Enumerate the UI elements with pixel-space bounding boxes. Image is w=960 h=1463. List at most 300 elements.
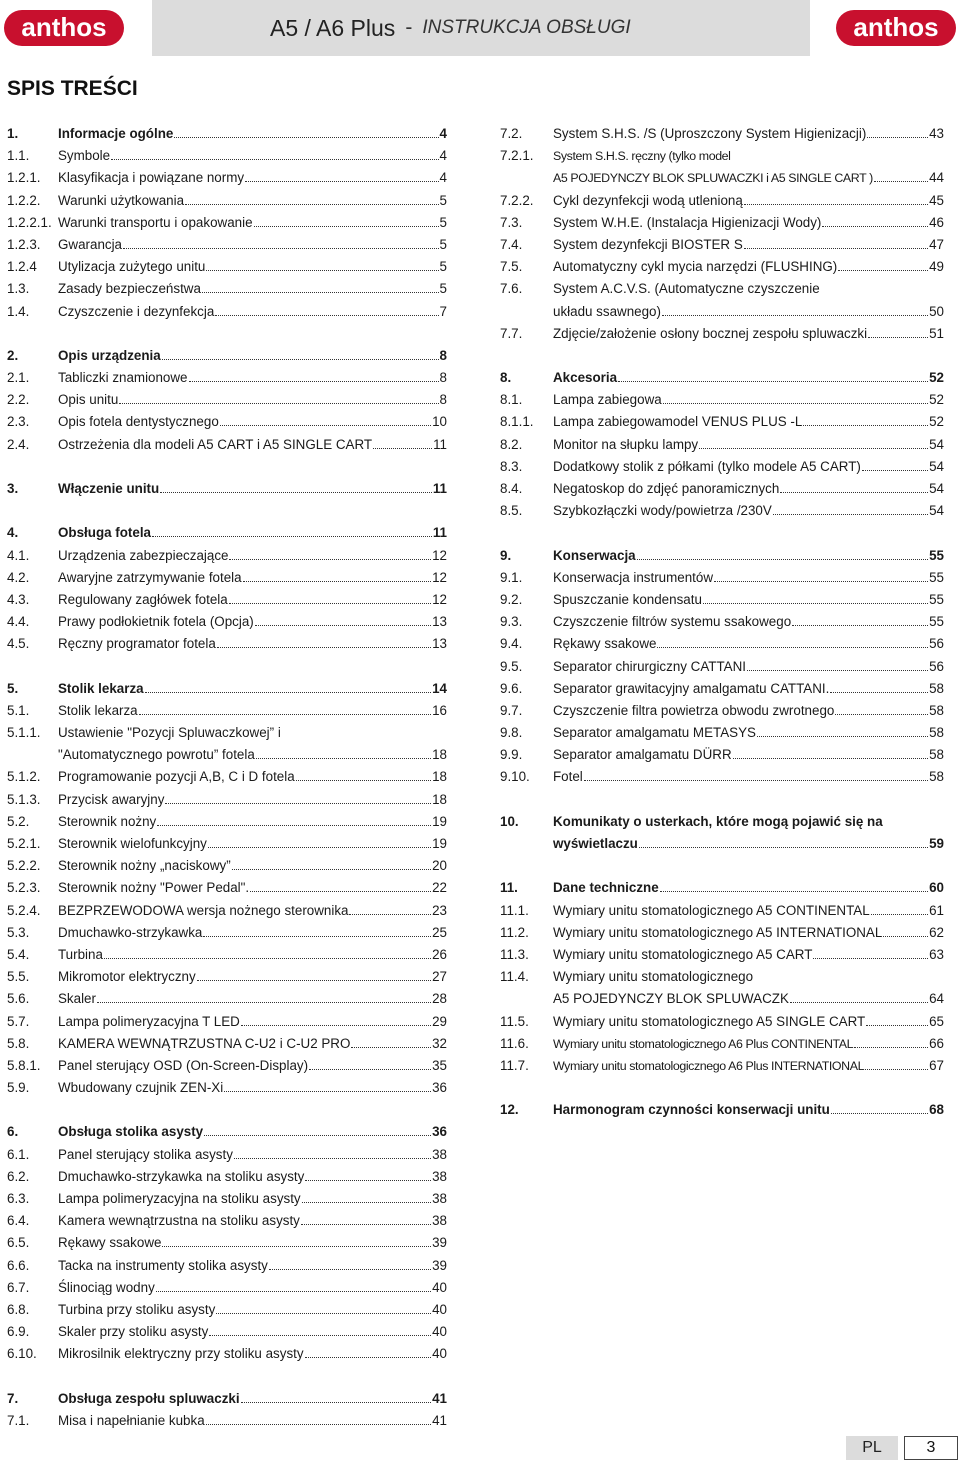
toc-entry[interactable] <box>7 877 447 899</box>
toc-leader-dots <box>637 559 928 560</box>
toc-entry-title: Wymiary unitu stomatologicznego A5 CART <box>553 946 813 962</box>
toc-entry[interactable] <box>7 256 447 278</box>
toc-entry[interactable] <box>500 212 944 234</box>
toc-entry[interactable] <box>500 1033 944 1055</box>
toc-entry-page: 54 <box>929 481 944 496</box>
toc-entry-title: Separator amalgamatu DÜRR <box>553 747 732 763</box>
svg-text:anthos: anthos <box>853 12 939 42</box>
toc-leader-dots <box>733 758 928 759</box>
toc-entry-page: 41 <box>432 1412 447 1428</box>
toc-entry-page: 54 <box>929 503 944 519</box>
toc-entry[interactable] <box>7 1410 447 1432</box>
toc-entry[interactable] <box>500 589 944 611</box>
toc-entry[interactable] <box>7 811 447 833</box>
page-number: 3 <box>904 1436 958 1460</box>
toc-entry[interactable] <box>500 278 944 300</box>
toc-entry-title: Mikromotor elektryczny <box>58 969 196 985</box>
toc-leader-dots <box>296 780 431 781</box>
toc-entry[interactable] <box>500 744 944 766</box>
toc-entry-number: 7.5. <box>500 259 523 275</box>
toc-entry-title: Wymiary unitu stomatologicznego A6 Plus CONTINENTAL <box>553 1036 854 1051</box>
toc-entry-title: Komunikaty o usterkach, które mogą pojawić się na <box>553 813 883 829</box>
toc-entry[interactable] <box>500 633 944 655</box>
toc-entry-title: Dodatkowy stolik z półkami (tylko modele A5 CART) <box>553 458 861 474</box>
toc-entry[interactable] <box>500 500 944 522</box>
toc-leader-dots <box>208 847 431 848</box>
toc-entry-page: 51 <box>929 325 944 341</box>
page-title: SPIS TREŚCI <box>7 77 138 100</box>
toc-spacer <box>7 656 447 678</box>
toc-entry-page: 58 <box>929 680 944 696</box>
toc-entry[interactable] <box>7 434 447 456</box>
toc-entry-number: 5.1.2. <box>7 769 41 785</box>
toc-entry[interactable] <box>500 700 944 722</box>
toc-entry-page: 55 <box>929 591 944 607</box>
toc-entry-title: Panel sterujący stolika asysty <box>58 1146 233 1162</box>
toc-leader-dots <box>618 381 928 382</box>
toc-entry-number: 5.8.1. <box>7 1057 41 1073</box>
toc-entry-number: 5.2. <box>7 813 30 829</box>
toc-entry-number: 5.9. <box>7 1080 30 1096</box>
toc-entry-title: Regulowany zagłówek fotela <box>58 591 228 607</box>
anthos-logo-right <box>834 8 958 48</box>
toc-entry-number: 6.9. <box>7 1324 30 1340</box>
toc-entry-page: 5 <box>439 192 447 208</box>
toc-leader-dots <box>866 1025 928 1026</box>
toc-entry-page: 68 <box>929 1102 944 1118</box>
toc-entry-title: Cykl dezynfekcji wodą utlenioną <box>553 192 743 208</box>
toc-entry[interactable] <box>500 811 944 833</box>
toc-entry[interactable] <box>500 944 944 966</box>
toc-entry-number: 2. <box>7 347 19 363</box>
toc-entry-page: 59 <box>929 836 944 851</box>
toc-leader-dots <box>830 692 928 693</box>
toc-entry-page: 44 <box>929 170 944 186</box>
toc-entry[interactable] <box>500 411 944 433</box>
toc-entry-title: Turbina przy stoliku asysty <box>58 1301 216 1317</box>
toc-entry-number: 8.2. <box>500 436 523 452</box>
toc-entry-page: 52 <box>929 414 944 430</box>
toc-entry-number: 4.1. <box>7 547 30 563</box>
toc-entry-page: 16 <box>432 702 447 718</box>
toc-entry-title: Turbina <box>58 946 103 962</box>
svg-text:anthos: anthos <box>21 12 107 42</box>
toc-leader-dots <box>790 1002 928 1003</box>
toc-leader-dots <box>780 492 928 493</box>
toc-entry[interactable] <box>7 145 447 167</box>
toc-entry[interactable] <box>7 700 447 722</box>
toc-leader-dots <box>123 248 439 249</box>
toc-entry-number: 7.1. <box>7 1412 30 1428</box>
toc-entry[interactable] <box>7 345 447 367</box>
toc-entry[interactable] <box>500 656 944 678</box>
document-model: A5 / A6 Plus <box>270 14 396 41</box>
toc-entry-number: 5.1. <box>7 702 30 718</box>
toc-entry[interactable] <box>7 167 447 189</box>
toc-entry-number: 6.4. <box>7 1213 30 1229</box>
toc-entry[interactable] <box>500 567 944 589</box>
toc-entry[interactable] <box>7 411 447 433</box>
toc-entry[interactable] <box>500 367 944 389</box>
toc-entry-page: 64 <box>929 991 944 1007</box>
toc-entry-page: 67 <box>929 1057 944 1073</box>
toc-entry-title: Wymiary unitu stomatologicznego A6 Plus INTERNATIONAL <box>553 1058 865 1073</box>
toc-entry-number: 1.2.2.1. <box>7 214 52 230</box>
toc-leader-dots <box>862 470 928 471</box>
toc-entry-page: 20 <box>432 858 447 874</box>
toc-entry-number: 6.6. <box>7 1257 30 1273</box>
toc-entry-page: 28 <box>432 991 447 1007</box>
toc-entry[interactable] <box>7 567 447 589</box>
toc-entry-number: 9.2. <box>500 591 523 607</box>
toc-entry[interactable] <box>7 1321 447 1343</box>
toc-entry-title: Obsługa stolika asysty <box>58 1124 204 1140</box>
toc-leader-dots <box>305 1180 431 1181</box>
toc-entry[interactable] <box>500 145 944 167</box>
toc-entry-page: 46 <box>929 214 944 230</box>
toc-entry-number: 4.4. <box>7 614 30 630</box>
toc-entry-page: 19 <box>432 836 447 851</box>
toc-entry[interactable] <box>7 1121 447 1143</box>
toc-entry-title: A5 POJEDYNCZY BLOK SPLUWACZK <box>553 991 789 1007</box>
toc-entry-page: 5 <box>439 214 447 230</box>
toc-right-column <box>500 123 944 1121</box>
toc-entry[interactable] <box>500 301 944 323</box>
toc-entry-number: 6.1. <box>7 1146 30 1162</box>
toc-leader-dots <box>822 226 928 227</box>
toc-entry-title: Skaler przy stoliku asysty <box>58 1324 209 1340</box>
toc-entry-title: Ustawienie "Pozycji Spluwaczkowej” i <box>58 725 281 741</box>
toc-entry-title: Włączenie unitu <box>58 481 160 496</box>
toc-spacer <box>7 500 447 522</box>
toc-entry[interactable] <box>500 611 944 633</box>
toc-entry-number: 7.6. <box>500 281 523 297</box>
toc-entry-number: 8.5. <box>500 503 523 519</box>
toc-entry-page: 52 <box>929 370 944 386</box>
toc-entry-number: 6.7. <box>7 1279 30 1295</box>
toc-entry[interactable] <box>7 611 447 633</box>
toc-entry-page: 58 <box>929 769 944 785</box>
toc-leader-dots <box>835 714 928 715</box>
toc-spacer <box>500 1077 944 1099</box>
toc-entry[interactable] <box>7 1255 447 1277</box>
toc-entry-title: Czyszczenie filtra powietrza obwodu zwrotnego <box>553 702 835 718</box>
toc-entry[interactable] <box>7 1011 447 1033</box>
toc-entry-number: 5.7. <box>7 1013 30 1029</box>
toc-entry[interactable] <box>7 589 447 611</box>
toc-entry[interactable] <box>7 478 447 500</box>
toc-entry-page: 4 <box>439 126 447 141</box>
toc-spacer <box>7 1366 447 1388</box>
toc-entry-number: 6.2. <box>7 1168 30 1184</box>
toc-entry-page: 38 <box>432 1191 447 1206</box>
toc-entry[interactable] <box>500 434 944 456</box>
toc-entry[interactable] <box>500 988 944 1010</box>
toc-entry[interactable] <box>7 389 447 411</box>
toc-entry-page: 5 <box>439 236 447 252</box>
toc-entry[interactable] <box>7 545 447 567</box>
toc-entry[interactable] <box>500 722 944 744</box>
toc-leader-dots <box>165 803 431 804</box>
toc-entry[interactable] <box>7 1144 447 1166</box>
toc-entry-page: 40 <box>432 1324 447 1340</box>
toc-entry-title: Panel sterujący OSD (On-Screen-Display) <box>58 1057 309 1073</box>
toc-entry-title: Separator amalgamatu METASYS <box>553 725 756 741</box>
toc-entry[interactable] <box>7 367 447 389</box>
toc-leader-dots <box>703 603 928 604</box>
toc-leader-dots <box>874 181 928 182</box>
toc-entry-title: Sterownik nożny "Power Pedal". <box>58 880 250 896</box>
toc-entry-number: 12. <box>500 1102 519 1118</box>
toc-entry-title: Mikrosilnik elektryczny przy stoliku asysty <box>58 1346 304 1362</box>
toc-entry-page: 8 <box>439 370 447 386</box>
toc-entry[interactable] <box>7 1388 447 1410</box>
toc-entry-page: 13 <box>432 614 447 630</box>
toc-entry-title: Gwarancja <box>58 236 123 252</box>
toc-entry-title: Programowanie pozycji A,B, C i D fotela <box>58 769 295 785</box>
toc-entry-title: Obsługa fotela <box>58 525 152 541</box>
toc-entry[interactable] <box>7 988 447 1010</box>
toc-entry[interactable] <box>7 922 447 944</box>
toc-entry-title: Dmuchawko-strzykawka na stoliku asysty <box>58 1168 305 1184</box>
toc-entry-number: 1.2.2. <box>7 192 41 208</box>
toc-entry-title: Konserwacja <box>553 547 636 563</box>
toc-entry-title: System S.H.S. ręczny (tylko model <box>553 149 731 164</box>
toc-entry[interactable] <box>500 478 944 500</box>
toc-entry-title: Wymiary unitu stomatologicznego A5 INTERNATIONAL <box>553 924 883 940</box>
toc-entry-number: 9.4. <box>500 636 523 652</box>
toc-entry-title: Opis fotela dentystycznego <box>58 414 219 430</box>
toc-leader-dots <box>245 181 438 182</box>
toc-entry-title: Ręczny programator fotela <box>58 636 216 652</box>
toc-entry[interactable] <box>7 123 447 145</box>
toc-leader-dots <box>162 1246 431 1247</box>
toc-entry[interactable] <box>500 456 944 478</box>
toc-entry[interactable] <box>7 944 447 966</box>
toc-entry-title: Konserwacja instrumentów <box>553 569 714 585</box>
toc-entry-number: 1.2.1. <box>7 170 41 186</box>
toc-entry-title: Zasady bezpieczeństwa <box>58 281 201 297</box>
toc-entry[interactable] <box>500 1055 944 1077</box>
toc-entry-number: 5.8. <box>7 1035 30 1051</box>
toc-leader-dots <box>747 670 928 671</box>
toc-entry-page: 35 <box>432 1057 447 1073</box>
toc-entry[interactable] <box>500 1011 944 1033</box>
language-badge: PL <box>846 1436 898 1460</box>
toc-entry-number: 6.5. <box>7 1235 30 1251</box>
toc-leader-dots <box>145 692 431 693</box>
toc-entry-title: Obsługa zespołu spluwaczki <box>58 1390 240 1406</box>
toc-entry[interactable] <box>7 1166 447 1188</box>
toc-entry[interactable] <box>7 522 447 544</box>
toc-entry-page: 18 <box>432 747 447 763</box>
toc-entry-number: 1.2.3. <box>7 236 41 252</box>
toc-entry-number: 1. <box>7 126 19 141</box>
toc-entry-number: 5.5. <box>7 969 30 985</box>
toc-entry-number: 5. <box>7 680 19 696</box>
toc-entry-title: Opis urządzenia <box>58 347 161 363</box>
toc-leader-dots <box>773 514 928 515</box>
toc-leader-dots <box>373 448 432 449</box>
toc-entry-number: 11.5. <box>500 1013 529 1029</box>
toc-entry[interactable] <box>500 922 944 944</box>
toc-leader-dots <box>217 647 431 648</box>
toc-entry-page: 12 <box>432 569 447 585</box>
toc-entry-title: Wbudowany czujnik ZEN-Xi <box>58 1080 224 1096</box>
toc-entry[interactable] <box>7 212 447 234</box>
toc-entry[interactable] <box>500 766 944 788</box>
toc-entry-page: 61 <box>929 902 944 918</box>
toc-entry[interactable] <box>500 900 944 922</box>
toc-entry[interactable] <box>7 190 447 212</box>
toc-entry[interactable] <box>500 234 944 256</box>
toc-entry-page: 8 <box>439 392 447 408</box>
toc-entry[interactable] <box>7 833 447 855</box>
toc-entry-number: 9.1. <box>500 569 523 585</box>
toc-entry-number: 1.1. <box>7 148 30 164</box>
toc-entry-title: Akcesoria <box>553 370 618 386</box>
toc-entry-page: 18 <box>432 769 447 785</box>
toc-entry[interactable] <box>500 389 944 411</box>
toc-entry-number: 1.2.4 <box>7 259 37 275</box>
toc-entry-number: 2.2. <box>7 392 30 408</box>
toc-entry[interactable] <box>500 833 944 855</box>
toc-entry-title: Lampa polimeryzacyjna T LED <box>58 1013 240 1029</box>
toc-entry[interactable] <box>7 1277 447 1299</box>
toc-leader-dots <box>243 581 432 582</box>
toc-entry[interactable] <box>7 1188 447 1210</box>
toc-entry-title: KAMERA WEWNĄTRZUSTNA C-U2 i C-U2 PRO <box>58 1035 351 1051</box>
toc-entry-title: System dezynfekcji BIOSTER S <box>553 236 743 252</box>
toc-entry[interactable] <box>500 323 944 345</box>
toc-entry-page: 23 <box>432 902 447 918</box>
toc-entry[interactable] <box>7 1232 447 1254</box>
toc-entry-number: 6.3. <box>7 1191 30 1206</box>
toc-entry[interactable] <box>500 167 944 189</box>
toc-entry-page: 55 <box>929 569 944 585</box>
toc-entry-page: 29 <box>432 1013 447 1029</box>
toc-leader-dots <box>744 204 928 205</box>
toc-entry[interactable] <box>500 678 944 700</box>
toc-entry-page: 50 <box>929 303 944 319</box>
toc-entry-title: Fotel <box>553 769 583 785</box>
toc-entry-page: 56 <box>929 658 944 674</box>
toc-entry-number: 7.7. <box>500 325 523 341</box>
toc-entry-title: System A.C.V.S. (Automatyczne czyszczenie <box>553 281 820 297</box>
toc-leader-dots <box>234 1158 431 1159</box>
toc-leader-dots <box>854 1047 928 1048</box>
toc-entry-title: Skaler <box>58 991 96 1007</box>
toc-entry-page: 40 <box>432 1346 447 1362</box>
toc-entry-number: 7.4. <box>500 236 523 252</box>
toc-leader-dots <box>660 891 928 892</box>
toc-entry[interactable] <box>7 1033 447 1055</box>
toc-entry-number: 6. <box>7 1124 19 1140</box>
toc-entry[interactable] <box>7 1055 447 1077</box>
toc-leader-dots <box>757 736 928 737</box>
toc-leader-dots <box>871 914 928 915</box>
toc-leader-dots <box>185 204 439 205</box>
toc-entry[interactable] <box>500 966 944 988</box>
toc-entry-page: 4 <box>439 170 447 186</box>
toc-entry-number: 11.6. <box>500 1035 529 1051</box>
toc-entry[interactable] <box>7 1343 447 1365</box>
toc-entry[interactable] <box>7 1077 447 1099</box>
toc-spacer <box>7 456 447 478</box>
toc-leader-dots <box>662 315 928 316</box>
toc-leader-dots <box>883 936 928 937</box>
toc-entry[interactable] <box>7 966 447 988</box>
toc-entry-page: 39 <box>432 1257 447 1273</box>
toc-entry-title: wyświetlaczu <box>553 836 638 851</box>
toc-entry[interactable] <box>7 234 447 256</box>
toc-leader-dots <box>197 980 431 981</box>
toc-leader-dots <box>152 536 432 537</box>
toc-entry-number: 9.7. <box>500 702 523 718</box>
toc-entry-page: 60 <box>929 880 944 896</box>
toc-entry-title: "Automatycznego powrotu” fotela <box>58 747 255 763</box>
toc-leader-dots <box>104 958 431 959</box>
toc-entry-page: 58 <box>929 702 944 718</box>
toc-leader-dots <box>209 1335 431 1336</box>
toc-entry[interactable] <box>500 190 944 212</box>
toc-entry-number: 7.3. <box>500 214 523 230</box>
toc-entry-page: 38 <box>432 1168 447 1184</box>
toc-entry[interactable] <box>500 1099 944 1121</box>
toc-entry-number: 7.2.2. <box>500 192 534 208</box>
toc-entry-title: Ostrzeżenia dla modeli A5 CART i A5 SINGLE CART <box>58 436 373 452</box>
toc-leader-dots <box>220 425 431 426</box>
toc-entry[interactable] <box>500 123 944 145</box>
toc-entry-title: Prawy podłokietnik fotela (Opcja) <box>58 614 254 630</box>
toc-entry-number: 5.4. <box>7 946 30 962</box>
toc-entry-page: 11 <box>432 525 447 541</box>
toc-entry-page: 32 <box>432 1035 447 1051</box>
header-separator: - <box>405 16 413 39</box>
toc-entry-title: Informacje ogólne <box>58 126 174 141</box>
toc-leader-dots <box>269 1269 431 1270</box>
toc-entry-title: Harmonogram czynności konserwacji unitu <box>553 1102 830 1118</box>
toc-entry[interactable] <box>500 545 944 567</box>
toc-entry[interactable] <box>7 301 447 323</box>
toc-entry[interactable] <box>7 900 447 922</box>
toc-entry-number: 4.2. <box>7 569 30 585</box>
toc-entry[interactable] <box>7 1210 447 1232</box>
toc-leader-dots <box>744 248 928 249</box>
toc-leader-dots <box>215 315 438 316</box>
toc-entry[interactable] <box>7 744 447 766</box>
toc-entry[interactable] <box>7 789 447 811</box>
toc-leader-dots <box>174 137 438 138</box>
toc-entry-number: 2.3. <box>7 414 30 430</box>
toc-entry-title: Symbole <box>58 148 111 164</box>
toc-entry-page: 12 <box>432 547 447 563</box>
toc-entry[interactable] <box>500 877 944 899</box>
toc-entry[interactable] <box>7 1299 447 1321</box>
toc-entry[interactable] <box>7 633 447 655</box>
toc-entry[interactable] <box>7 278 447 300</box>
toc-entry-title: Czyszczenie i dezynfekcja <box>58 303 215 319</box>
toc-entry-page: 26 <box>432 946 447 962</box>
toc-leader-dots <box>803 425 928 426</box>
toc-entry[interactable] <box>7 766 447 788</box>
toc-entry[interactable] <box>7 855 447 877</box>
toc-entry-number: 11.7. <box>500 1057 529 1073</box>
toc-entry-number: 5.6. <box>7 991 30 1007</box>
toc-entry[interactable] <box>7 722 447 744</box>
toc-entry[interactable] <box>500 256 944 278</box>
toc-entry[interactable] <box>7 678 447 700</box>
